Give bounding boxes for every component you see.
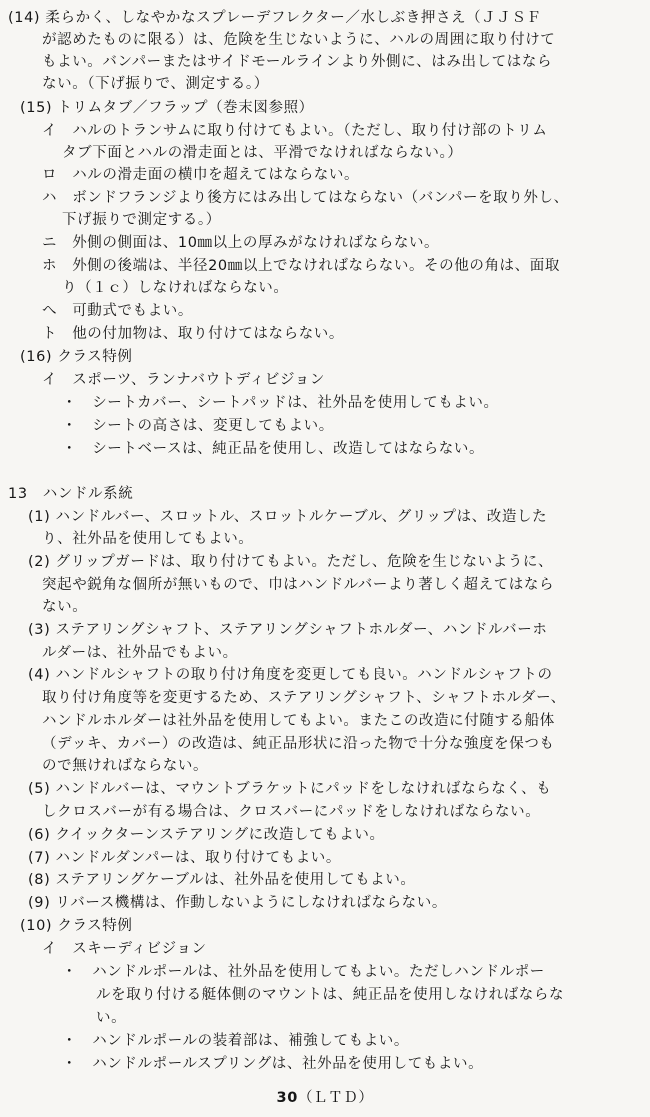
text-line: ロ ハルの滑走面の横巾を超えてはならない。 bbox=[42, 167, 360, 183]
page-footer bbox=[0, 1086, 650, 1107]
text-line: 下げ振りで測定する。） bbox=[62, 212, 221, 228]
text-line: (6) クイックターンステアリングに改造してもよい。 bbox=[28, 827, 385, 843]
text-line: ト 他の付加物は、取り付けてはならない。 bbox=[42, 326, 344, 342]
text-line: (5) ハンドルバーは、マウントブラケットにパッドをしなければならなく、も bbox=[28, 781, 552, 797]
text-line: ルを取り付ける艇体側のマウントは、純正品を使用しなければならな bbox=[96, 987, 565, 1003]
text-line: ホ 外側の後端は、半径20㎜以上でなければならない。その他の角は、面取 bbox=[42, 258, 560, 274]
text-line: 突起や鋭角な個所が無いもので、巾はハンドルバーより著しく超えてはなら bbox=[42, 577, 555, 593]
list-item: ・ ハンドルポールスプリングは、社外品を使用してもよい。 bbox=[62, 1056, 484, 1072]
text-line: ルダーは、社外品でもよい。 bbox=[42, 645, 238, 661]
section-heading: (10) クラス特例 bbox=[20, 918, 133, 934]
text-line: (8) ステアリングケーブルは、社外品を使用してもよい。 bbox=[28, 872, 416, 888]
text-line: が認めたものに限る）は、危険を生じないように、ハルの周囲に取り付けて bbox=[42, 32, 556, 48]
text-line: イ スキーディビジョン bbox=[42, 941, 207, 957]
text-line: (1) ハンドルバー、スロットル、スロットルケーブル、グリップは、改造した bbox=[28, 509, 548, 525]
text-line: (3) ステアリングシャフト、ステアリングシャフトホルダー、ハンドルバーホ bbox=[28, 622, 548, 638]
page-number: 30 bbox=[276, 1090, 298, 1106]
text-line: イ スポーツ、ランナバウトディビジョン bbox=[42, 372, 325, 388]
text-line: （デッキ、カバー）の改造は、純正品形状に沿った物で十分な強度を保つも bbox=[42, 736, 555, 752]
section-heading: (16) クラス特例 bbox=[20, 349, 133, 365]
chapter-heading: 13 ハンドル系統 bbox=[8, 486, 134, 502]
text-line: い。 bbox=[96, 1010, 127, 1026]
text-line: ハ ボンドフランジより後方にはみ出してはならない（バンパーを取り外し、 bbox=[42, 190, 569, 206]
text-line: (9) リバース機構は、作動しないようにしなければならない。 bbox=[28, 895, 447, 911]
text-line: もよい。バンパーまたはサイドモールラインより外側に、はみ出してはなら bbox=[42, 54, 553, 70]
text-line: ハンドルホルダーは社外品を使用してもよい。またこの改造に付随する船体 bbox=[42, 713, 555, 729]
text-line: しクロスバーが有る場合は、クロスバーにパッドをしなければならない。 bbox=[42, 804, 541, 820]
text-line: (4) ハンドルシャフトの取り付け角度を変更しても良い。ハンドルシャフトの bbox=[28, 667, 553, 683]
footer-section-label: （ＬＴＤ） bbox=[297, 1090, 374, 1106]
section-heading: (15) トリムタブ／フラップ（巻末図参照） bbox=[20, 100, 314, 116]
text-line: り、社外品を使用してもよい。 bbox=[42, 531, 254, 547]
text-line: へ 可動式でもよい。 bbox=[42, 303, 193, 319]
list-item: ・ ハンドルポールは、社外品を使用してもよい。ただしハンドルポー bbox=[62, 964, 545, 980]
text-line: (2) グリップガードは、取り付けてもよい。ただし、危険を生じないように、 bbox=[28, 554, 554, 570]
list-item: ・ ハンドルポールの装着部は、補強してもよい。 bbox=[62, 1033, 410, 1049]
text-line: タブ下面とハルの滑走面とは、平滑でなければならない。） bbox=[62, 145, 463, 161]
text-line: ので無ければならない。 bbox=[42, 758, 209, 774]
text-line: り（１ｃ）しなければならない。 bbox=[62, 280, 289, 296]
text-line: ニ 外側の側面は、10㎜以上の厚みがなければならない。 bbox=[42, 235, 440, 251]
text-line: ない。（下げ振りで、測定する。） bbox=[42, 76, 269, 92]
text-line: (7) ハンドルダンパーは、取り付けてもよい。 bbox=[28, 850, 341, 866]
list-item: ・ シートカバー、シートパッドは、社外品を使用してもよい。 bbox=[62, 395, 499, 411]
text-line: イ ハルのトランサムに取り付けてもよい。（ただし、取り付け部のトリム bbox=[42, 123, 548, 139]
text-line: ない。 bbox=[42, 599, 88, 615]
text-line: (14) 柔らかく、しなやかなスプレーデフレクター／水しぶき押さえ（ＪＪＳＦ bbox=[8, 10, 542, 26]
list-item: ・ シートの高さは、変更してもよい。 bbox=[62, 418, 334, 434]
text-line: 取り付け角度等を変更するため、ステアリングシャフト、シャフトホルダー、 bbox=[42, 690, 566, 706]
list-item: ・ シートベースは、純正品を使用し、改造してはならない。 bbox=[62, 441, 485, 457]
